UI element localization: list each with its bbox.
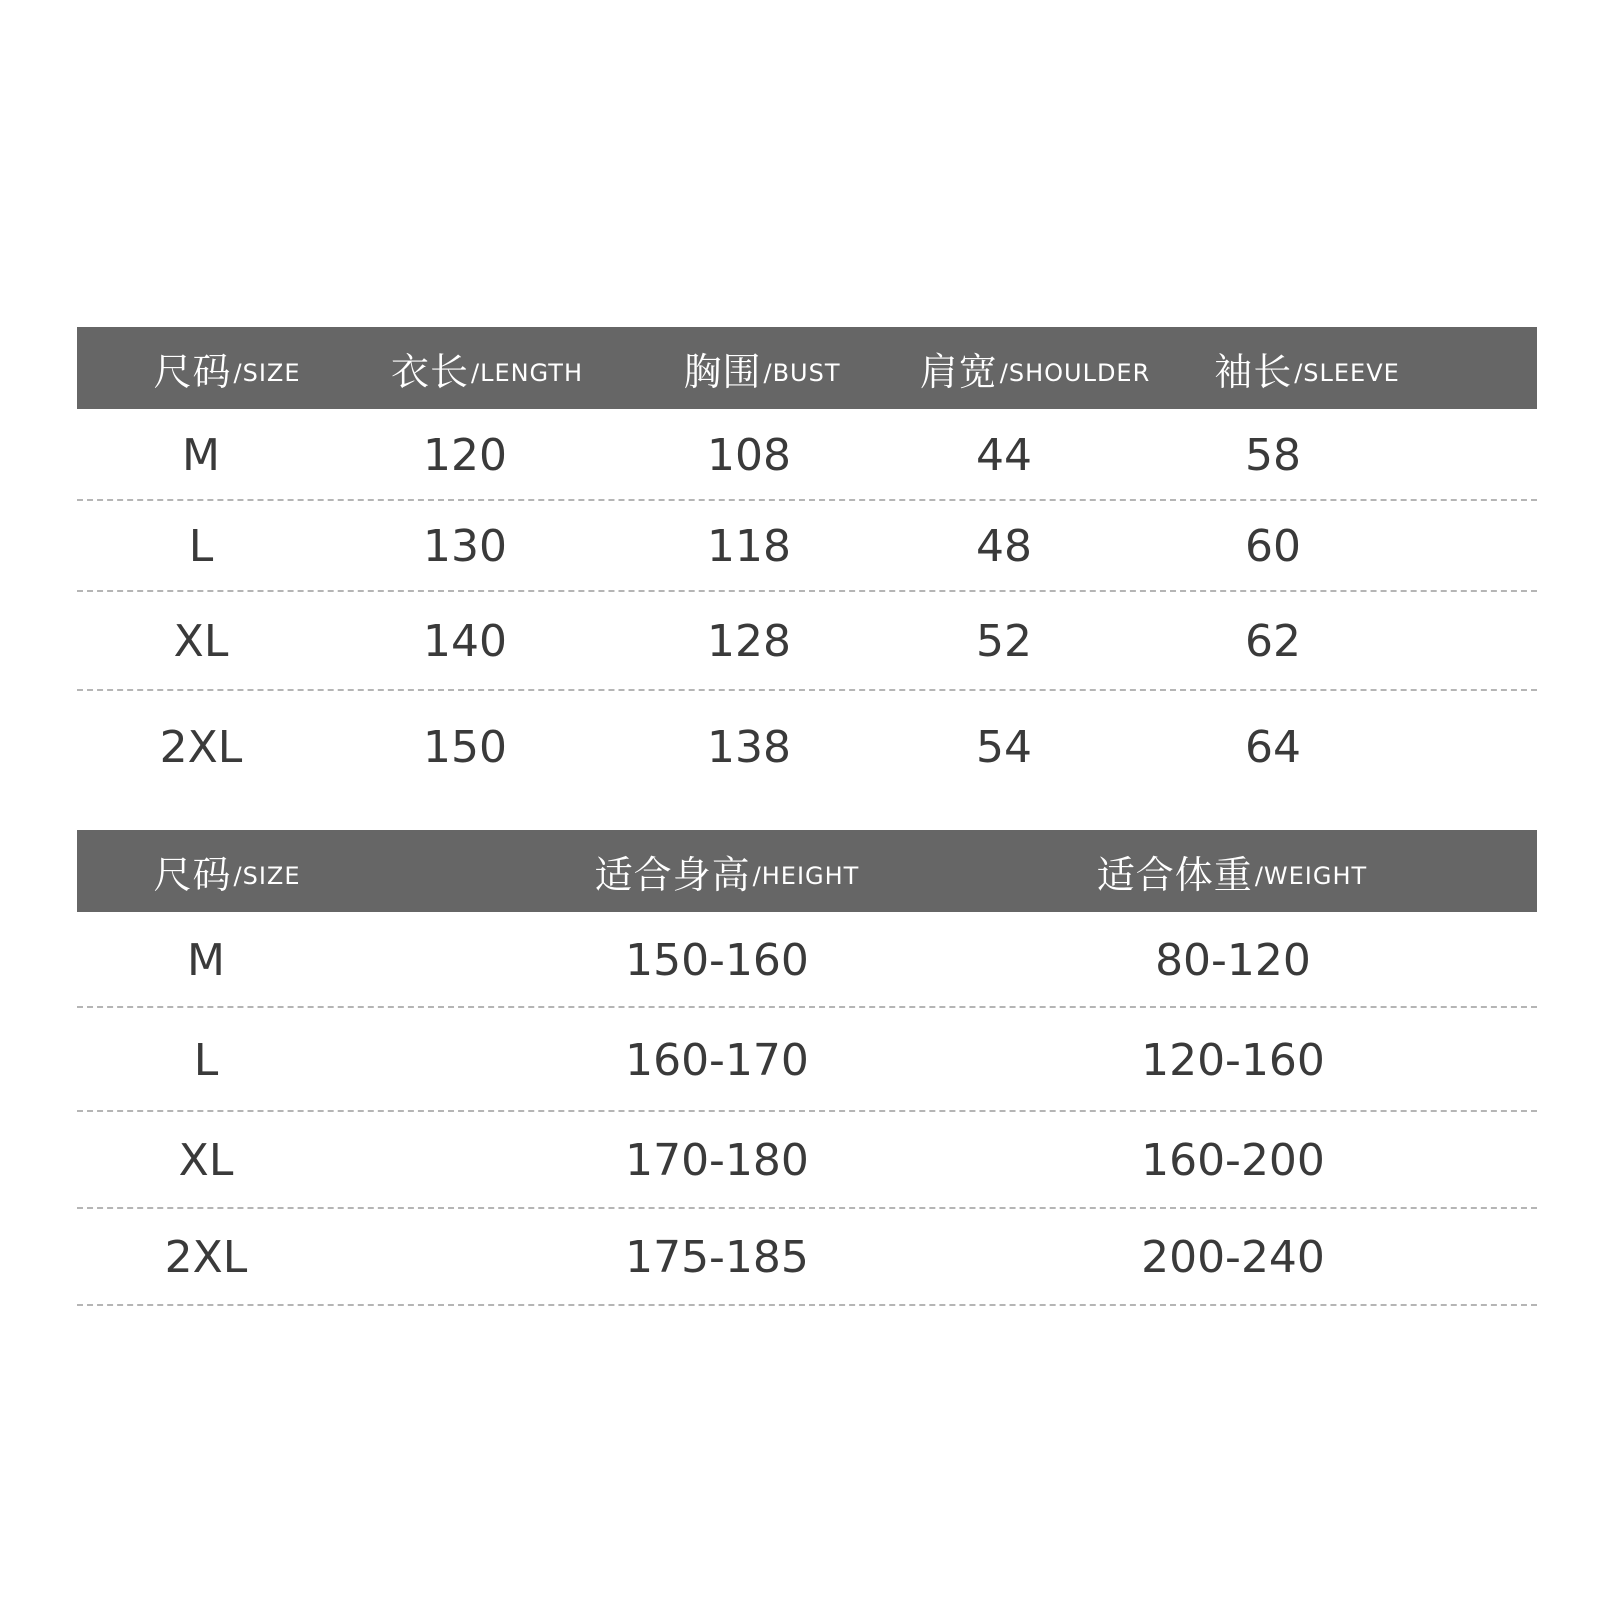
cell-bust: 108 xyxy=(707,429,791,481)
table-header xyxy=(77,830,1537,912)
cell-size: 2XL xyxy=(159,721,243,773)
cell-shoulder: 54 xyxy=(976,721,1032,773)
table-row xyxy=(77,1209,1537,1306)
cell-weight: 120-160 xyxy=(1141,1034,1325,1086)
cell-height: 170-180 xyxy=(625,1135,809,1186)
table-row xyxy=(77,691,1537,803)
size-fit-table xyxy=(77,830,1537,1306)
cell-height: 160-170 xyxy=(625,1034,809,1086)
cell-size: XL xyxy=(178,1135,234,1186)
table-row xyxy=(77,1112,1537,1209)
table-row xyxy=(77,1008,1537,1112)
cell-length: 130 xyxy=(423,521,507,572)
cell-height: 175-185 xyxy=(625,1232,809,1283)
cell-bust: 118 xyxy=(707,521,791,572)
cell-sleeve: 64 xyxy=(1245,721,1301,773)
cell-size: XL xyxy=(173,616,229,667)
cell-length: 140 xyxy=(423,616,507,667)
header-length: 衣长 /LENGTH xyxy=(390,349,584,394)
table-row xyxy=(77,592,1537,691)
cell-size: M xyxy=(182,429,220,481)
cell-bust: 128 xyxy=(707,616,791,667)
cell-size: L xyxy=(188,521,214,572)
header-size: 尺码 /SIZE xyxy=(153,349,301,394)
header-height: 适合身高 /HEIGHT xyxy=(594,852,860,897)
header-weight: 适合体重 /WEIGHT xyxy=(1096,852,1368,897)
cell-sleeve: 60 xyxy=(1245,521,1301,572)
header-sleeve: 袖长 /SLEEVE xyxy=(1214,349,1400,394)
table-row xyxy=(77,912,1537,1008)
table-row xyxy=(77,409,1537,501)
cell-shoulder: 52 xyxy=(976,616,1032,667)
table-header xyxy=(77,327,1537,409)
cell-length: 120 xyxy=(423,429,507,481)
cell-bust: 138 xyxy=(707,721,791,773)
header-bust: 胸围 /BUST xyxy=(683,349,841,394)
cell-sleeve: 58 xyxy=(1245,429,1301,481)
cell-sleeve: 62 xyxy=(1245,616,1301,667)
cell-size: M xyxy=(187,934,225,986)
cell-size: L xyxy=(193,1034,219,1086)
header-shoulder: 肩宽 /SHOULDER xyxy=(919,349,1151,394)
cell-length: 150 xyxy=(423,721,507,773)
header-size: 尺码 /SIZE xyxy=(153,852,301,897)
cell-weight: 80-120 xyxy=(1155,934,1311,986)
table-row xyxy=(77,501,1537,592)
cell-weight: 160-200 xyxy=(1141,1135,1325,1186)
cell-height: 150-160 xyxy=(625,934,809,986)
cell-size: 2XL xyxy=(164,1232,248,1283)
cell-weight: 200-240 xyxy=(1141,1232,1325,1283)
cell-shoulder: 48 xyxy=(976,521,1032,572)
size-measurement-table xyxy=(77,327,1537,803)
cell-shoulder: 44 xyxy=(976,429,1032,481)
